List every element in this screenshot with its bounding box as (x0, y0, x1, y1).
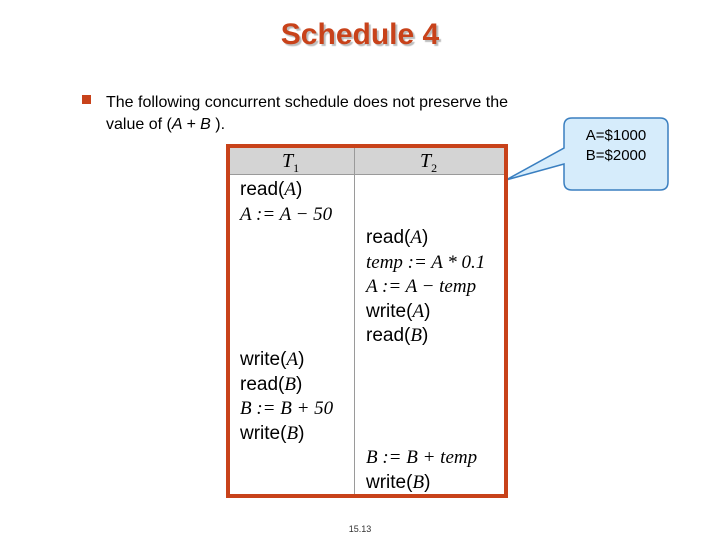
op-close: ) (424, 300, 431, 322)
t2-op (366, 300, 430, 324)
t1-op (240, 178, 302, 202)
callout-text (564, 126, 668, 166)
op-argument: A := A − temp (366, 276, 477, 297)
callout-line-2: B=$2000 (585, 147, 647, 164)
op-keyword: read( (240, 179, 285, 200)
t2-op (366, 275, 476, 299)
op-close: ) (421, 325, 429, 346)
op-argument: B (410, 325, 422, 346)
op-argument: A (286, 349, 299, 370)
op-argument: B (284, 373, 296, 395)
op-close: ) (295, 373, 303, 395)
op-argument: A := A − 50 (240, 203, 333, 225)
op-close: ) (421, 227, 429, 248)
t1-op (240, 397, 333, 421)
op-close: ) (298, 422, 305, 444)
op-close: ) (298, 349, 305, 370)
header-t2: $T_2$ (420, 150, 438, 175)
t1-op (240, 422, 304, 446)
op-argument: A (410, 227, 422, 248)
op-argument: temp := A * 0.1 (366, 251, 486, 273)
t2-op (366, 324, 428, 348)
t1-op (240, 348, 304, 372)
callout-line-1: A=$1000 (585, 127, 647, 144)
bullet-line-2-suffix: ). (210, 116, 226, 133)
t1-op (240, 373, 302, 397)
op-argument: A (284, 179, 296, 200)
op-argument: B (286, 422, 299, 444)
t2-op (366, 251, 485, 275)
t2-op (366, 446, 477, 470)
op-keyword: write( (240, 422, 287, 444)
op-argument: B := B + temp (366, 447, 478, 468)
op-keyword: read( (366, 227, 411, 248)
slide-title: Schedule 4 (280, 18, 440, 51)
schedule-table (226, 144, 508, 498)
t2-op (366, 471, 430, 495)
bullet-line-2-expr: A + B (171, 116, 211, 133)
op-argument: B := B + 50 (240, 398, 334, 419)
op-argument: B (412, 471, 425, 493)
header-t1: $T_1$ (282, 150, 300, 175)
schedule-header-row (230, 148, 504, 175)
bullet-line-1: The following concurrent schedule does not preserve the (106, 94, 509, 111)
op-keyword: read( (366, 325, 411, 346)
op-keyword: write( (366, 300, 413, 322)
op-keyword: write( (240, 349, 287, 370)
op-keyword: read( (240, 373, 285, 395)
op-keyword: write( (366, 471, 413, 493)
column-divider (354, 148, 355, 494)
t2-op (366, 226, 428, 250)
page-number: 15.13 (348, 524, 372, 534)
op-argument: A (412, 300, 425, 322)
t1-op (240, 203, 332, 227)
op-close: ) (424, 471, 431, 493)
bullet-square-icon (82, 95, 91, 104)
op-close: ) (295, 179, 303, 200)
bullet-line-2-prefix: value of ( (106, 116, 172, 133)
